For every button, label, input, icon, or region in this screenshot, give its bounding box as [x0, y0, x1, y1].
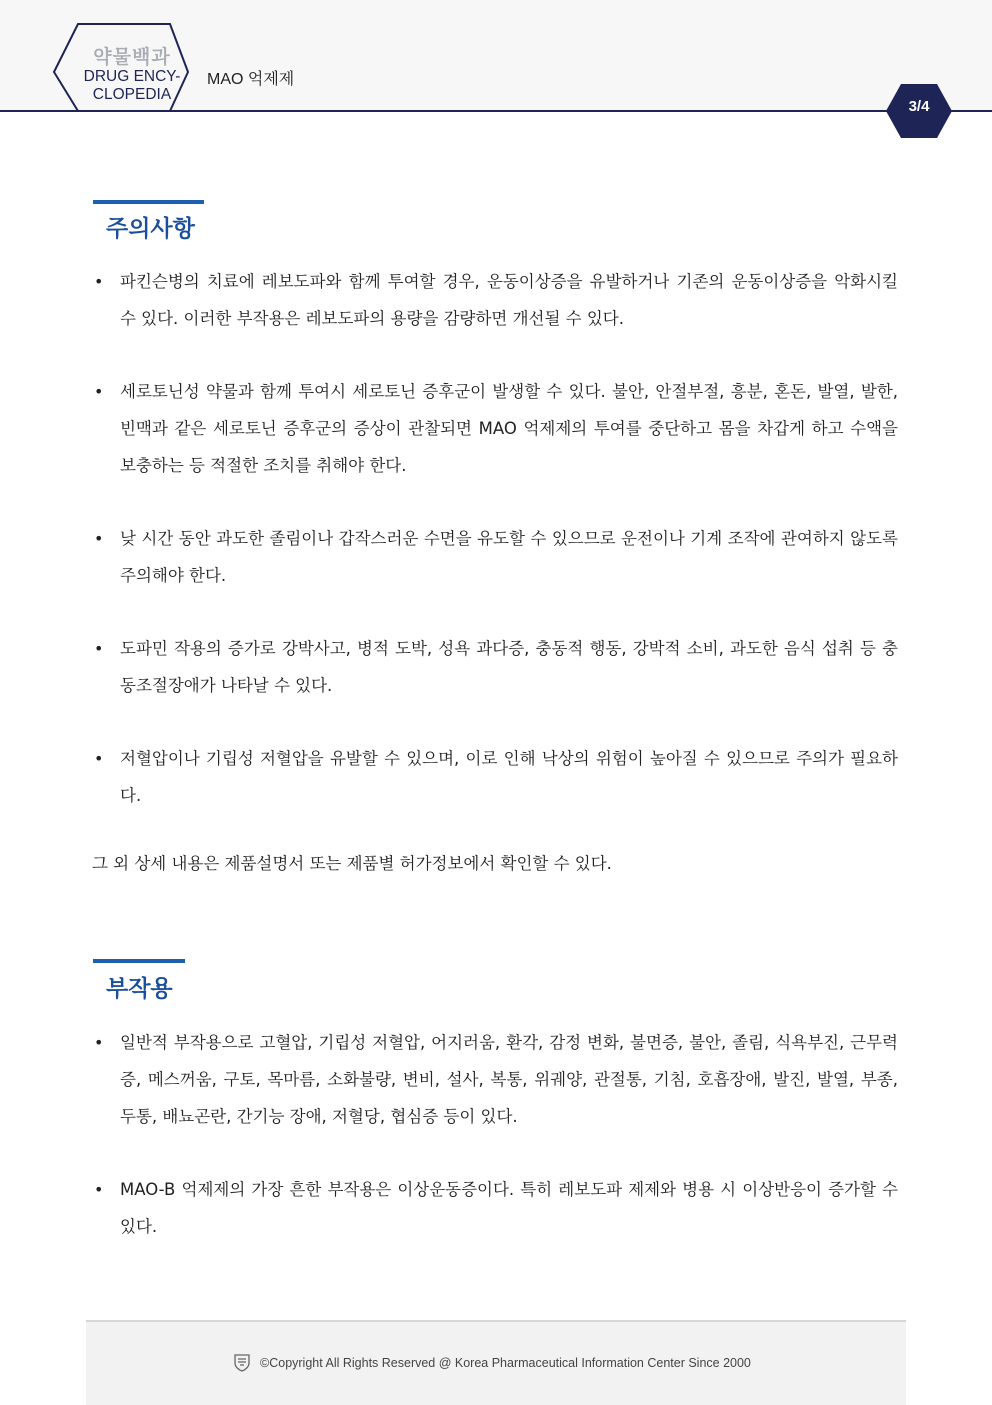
additional-info-note: 그 외 상세 내용은 제품설명서 또는 제품별 허가정보에서 확인할 수 있다. [92, 854, 612, 873]
footer-content [234, 1354, 751, 1372]
footer [86, 1320, 906, 1405]
list-item-text: 일반적 부작용으로 고혈압, 기립성 저혈압, 어지러움, 환각, 감정 변화, 불면증, 불안, 졸림, 식욕부진, 근무력증, 메스꺼움, 구토, 목마름, 소화불량, 변비, 설사, 복통, 위궤양, 관절통, 기침, 호흡장애, 발진, 발열, 부종, 두통, 배뇨곤란, 간기능 장애, 저혈당, 협심증 등이 있다. [120, 1033, 898, 1126]
logo-english [70, 68, 194, 104]
list-item-text: MAO-B 억제제의 가장 흔한 부작용은 이상운동증이다. 특히 레보도파 제제와 병용 시 이상반응이 증가할 수 있다. [120, 1180, 898, 1236]
copyright-text: ©Copyright All Rights Reserved @ Korea Pharmaceutical Information Center Since 2000 [260, 1356, 751, 1370]
bullet-dot-icon: • [94, 639, 104, 658]
bullet-dot-icon: • [94, 1033, 104, 1052]
list-item-text: 세로토닌성 약물과 함께 투여시 세로토닌 증후군이 발생할 수 있다. 불안, 안절부절, 흥분, 혼돈, 발열, 발한, 빈맥과 같은 세로토닌 증후군의 증상이 관찰되면 MAO 억제제의 투여를 중단하고 몸을 차갑게 하고 수액을 보충하는 등 적절한 조치를 취해야 한다. [120, 382, 898, 475]
section-title-underline [93, 959, 185, 963]
precautions-list [92, 263, 898, 814]
bullet-dot-icon: • [94, 1180, 104, 1199]
list-item [92, 263, 898, 337]
section-title-precautions: 주의사항 [106, 216, 195, 242]
bullet-dot-icon: • [94, 272, 104, 291]
logo-english-line1: DRUG ENCY- [83, 68, 181, 85]
document-title: MAO 억제제 [207, 71, 295, 88]
logo-english-line2: CLOPEDIA [92, 86, 172, 103]
list-item [92, 740, 898, 814]
list-item-text: 낮 시간 동안 과도한 졸림이나 갑작스러운 수면을 유도할 수 있으므로 운전이나 기계 조작에 관여하지 않도록 주의해야 한다. [120, 529, 898, 585]
list-item [92, 1024, 898, 1135]
section-title-side-effects: 부작용 [106, 976, 173, 1002]
list-item [92, 520, 898, 594]
bullet-dot-icon: • [94, 382, 104, 401]
shield-emblem-icon [234, 1354, 250, 1372]
list-item-text: 파킨슨병의 치료에 레보도파와 함께 투여할 경우, 운동이상증을 유발하거나 기존의 운동이상증을 악화시킬 수 있다. 이러한 부작용은 레보도파의 용량을 감량하면 개선될 수 있다. [120, 272, 898, 328]
bullet-dot-icon: • [94, 529, 104, 548]
list-item [92, 630, 898, 704]
bullet-dot-icon: • [94, 749, 104, 768]
list-item [92, 1171, 898, 1245]
list-item [92, 373, 898, 484]
page-number: 3/4 [908, 98, 930, 115]
side-effects-list [92, 1024, 898, 1245]
list-item-text: 도파민 작용의 증가로 강박사고, 병적 도박, 성욕 과다증, 충동적 행동, 강박적 소비, 과도한 음식 섭취 등 충동조절장애가 나타날 수 있다. [120, 639, 898, 695]
logo-korean: 약물백과 [93, 46, 171, 68]
list-item-text: 저혈압이나 기립성 저혈압을 유발할 수 있으며, 이로 인해 낙상의 위험이 높아질 수 있으므로 주의가 필요하다. [120, 749, 898, 805]
section-title-underline [93, 200, 204, 204]
